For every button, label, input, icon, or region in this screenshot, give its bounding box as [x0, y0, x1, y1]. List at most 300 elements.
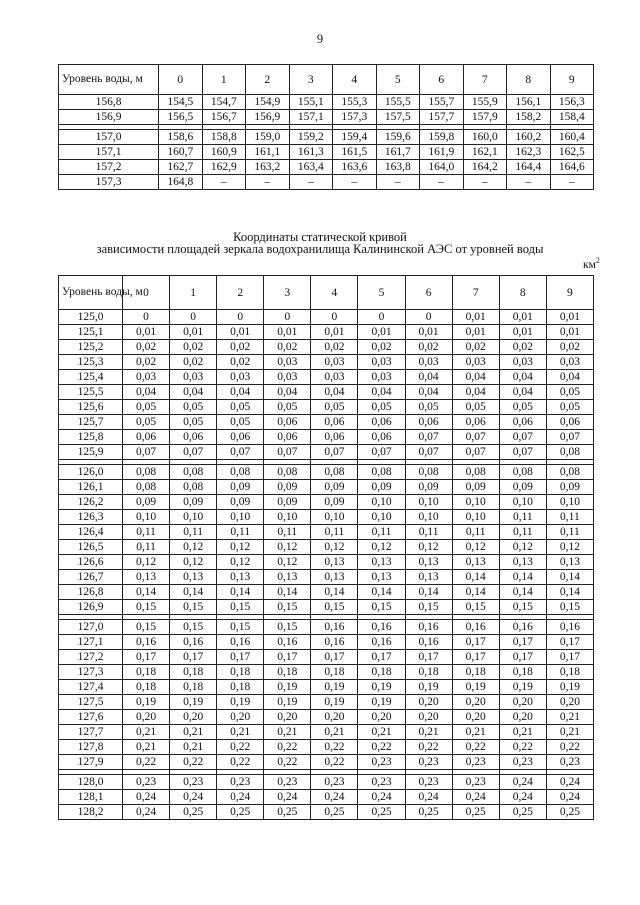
value-cell: 0,24 — [311, 790, 358, 805]
value-cell: 0,05 — [358, 400, 405, 415]
value-cell: 0,19 — [358, 680, 405, 695]
table-row — [59, 650, 594, 665]
value-cell: 0,10 — [546, 495, 593, 510]
value-cell: 0,13 — [264, 570, 311, 585]
value-cell: 0,04 — [499, 370, 546, 385]
value-cell: 0,22 — [217, 740, 264, 755]
value-cell: 0,06 — [499, 415, 546, 430]
value-cell: 0,12 — [405, 540, 452, 555]
value-cell: 0,05 — [405, 400, 452, 415]
value-cell: 156,5 — [159, 110, 203, 125]
column-header: 2 — [217, 276, 264, 310]
value-cell: 0,23 — [358, 775, 405, 790]
water-level-cell: 125,6 — [59, 400, 123, 415]
value-cell: 0,16 — [311, 635, 358, 650]
value-cell: 158,2 — [507, 110, 551, 125]
value-cell: 0,11 — [546, 510, 593, 525]
water-level-cell: 127,0 — [59, 620, 123, 635]
column-header: 5 — [358, 276, 405, 310]
value-cell: 0,20 — [405, 710, 452, 725]
value-cell: 160,2 — [507, 130, 551, 145]
value-cell: 0,04 — [264, 385, 311, 400]
value-cell: 0,01 — [452, 325, 499, 340]
value-cell: 0,02 — [546, 340, 593, 355]
value-cell: 0,15 — [217, 620, 264, 635]
value-cell: 0,19 — [452, 680, 499, 695]
value-cell: – — [507, 175, 551, 190]
page-number: 9 — [316, 32, 324, 46]
value-cell: 0,22 — [123, 755, 170, 770]
value-cell: 0,14 — [170, 585, 217, 600]
value-cell: 0,05 — [499, 400, 546, 415]
table-row — [59, 570, 594, 585]
column-header: 1 — [202, 65, 246, 95]
value-cell: 164,4 — [507, 160, 551, 175]
value-cell: 0,01 — [499, 310, 546, 325]
water-level-cell: 126,0 — [59, 465, 123, 480]
water-level-cell: 125,1 — [59, 325, 123, 340]
value-cell: 0,14 — [358, 585, 405, 600]
water-level-cell: 128,1 — [59, 790, 123, 805]
value-cell: 157,7 — [420, 110, 464, 125]
value-cell: 0,14 — [311, 585, 358, 600]
value-cell: 0,10 — [358, 510, 405, 525]
value-cell: 162,3 — [507, 145, 551, 160]
level-column-header: Уровень воды, м — [59, 65, 159, 95]
value-cell: 0,16 — [405, 635, 452, 650]
value-cell: 0,15 — [264, 620, 311, 635]
value-cell: 0,23 — [217, 775, 264, 790]
value-cell: 0,05 — [546, 400, 593, 415]
value-cell: 0,02 — [311, 340, 358, 355]
value-cell: 0,05 — [170, 415, 217, 430]
value-cell: 0,19 — [311, 695, 358, 710]
water-level-cell: 127,7 — [59, 725, 123, 740]
value-cell: 0,04 — [499, 385, 546, 400]
value-cell: 0 — [264, 310, 311, 325]
value-cell: 0,03 — [123, 370, 170, 385]
table-row — [59, 805, 594, 820]
water-level-cell: 156,8 — [59, 95, 159, 110]
value-cell: 0,25 — [217, 805, 264, 820]
value-cell: 0,10 — [452, 495, 499, 510]
value-cell: 0,11 — [452, 525, 499, 540]
value-cell: 158,4 — [550, 110, 594, 125]
value-cell: 0,21 — [546, 725, 593, 740]
value-cell: 0,07 — [170, 445, 217, 460]
water-level-cell: 125,7 — [59, 415, 123, 430]
value-cell: 0,22 — [311, 740, 358, 755]
value-cell: 0,13 — [452, 555, 499, 570]
value-cell: 0,01 — [217, 325, 264, 340]
table-row — [59, 430, 594, 445]
column-header: 7 — [452, 276, 499, 310]
value-cell: 0,14 — [217, 585, 264, 600]
water-level-cell: 126,8 — [59, 585, 123, 600]
table-header-row — [59, 65, 594, 95]
value-cell: 0,01 — [123, 325, 170, 340]
value-cell: 0,14 — [452, 570, 499, 585]
value-cell: 0,01 — [546, 325, 593, 340]
value-cell: 0,22 — [170, 755, 217, 770]
value-cell: 0 — [358, 310, 405, 325]
value-cell: 157,5 — [376, 110, 420, 125]
table-row — [59, 310, 594, 325]
value-cell: 0,25 — [311, 805, 358, 820]
value-cell: 0,04 — [123, 385, 170, 400]
water-level-cell: 127,9 — [59, 755, 123, 770]
value-cell: 163,8 — [376, 160, 420, 175]
value-cell: 158,6 — [159, 130, 203, 145]
column-header: 6 — [420, 65, 464, 95]
value-cell: – — [463, 175, 507, 190]
value-cell: 0,11 — [264, 525, 311, 540]
value-cell: 155,9 — [463, 95, 507, 110]
value-cell: 0,14 — [123, 585, 170, 600]
value-cell: 0,18 — [123, 665, 170, 680]
value-cell: 0,07 — [405, 430, 452, 445]
value-cell: 0,15 — [452, 600, 499, 615]
value-cell: 0,03 — [311, 355, 358, 370]
value-cell: 0,20 — [170, 710, 217, 725]
value-cell: – — [550, 175, 594, 190]
table-title-line-1: Координаты статической кривой — [233, 230, 407, 244]
value-cell: 0,16 — [405, 620, 452, 635]
value-cell: – — [420, 175, 464, 190]
value-cell: 0,17 — [123, 650, 170, 665]
value-cell: 0,09 — [217, 480, 264, 495]
value-cell: 0,10 — [123, 510, 170, 525]
value-cell: 0,03 — [358, 370, 405, 385]
value-cell: 0,11 — [123, 540, 170, 555]
value-cell: 157,9 — [463, 110, 507, 125]
value-cell: 0,18 — [358, 665, 405, 680]
value-cell: 159,6 — [376, 130, 420, 145]
value-cell: 0,23 — [123, 775, 170, 790]
value-cell: 0,10 — [499, 495, 546, 510]
value-cell: 0,22 — [264, 740, 311, 755]
value-cell: 0,04 — [452, 370, 499, 385]
value-cell: 0,23 — [452, 775, 499, 790]
value-cell: 0,19 — [123, 695, 170, 710]
value-cell: 155,1 — [289, 95, 333, 110]
value-cell: 0,17 — [358, 650, 405, 665]
water-area-table — [58, 275, 594, 820]
table-row — [59, 775, 594, 790]
water-level-cell: 157,3 — [59, 175, 159, 190]
value-cell: 0,14 — [499, 570, 546, 585]
table-row — [59, 480, 594, 495]
value-cell: 0,14 — [499, 585, 546, 600]
value-cell: 0,10 — [358, 495, 405, 510]
column-header: 4 — [311, 276, 358, 310]
water-level-cell: 127,2 — [59, 650, 123, 665]
value-cell: 0,08 — [358, 465, 405, 480]
value-cell: 0,08 — [123, 465, 170, 480]
value-cell: 0,13 — [358, 570, 405, 585]
value-cell: 0,17 — [311, 650, 358, 665]
value-cell: 0,07 — [452, 445, 499, 460]
value-cell: 0,10 — [311, 510, 358, 525]
table-row — [59, 145, 594, 160]
table-row — [59, 755, 594, 770]
value-cell: 0,17 — [170, 650, 217, 665]
value-cell: 0,08 — [452, 465, 499, 480]
value-cell: 161,5 — [333, 145, 377, 160]
value-cell: 0,13 — [499, 555, 546, 570]
value-cell: 156,9 — [246, 110, 290, 125]
value-cell: 0,10 — [405, 495, 452, 510]
value-cell: 0,13 — [170, 570, 217, 585]
value-cell: 154,9 — [246, 95, 290, 110]
value-cell: 0,22 — [264, 755, 311, 770]
value-cell: 0,21 — [358, 725, 405, 740]
value-cell: 0,08 — [499, 465, 546, 480]
value-cell: 0,19 — [405, 680, 452, 695]
value-cell: 0,05 — [311, 400, 358, 415]
value-cell: 0,23 — [499, 755, 546, 770]
value-cell: 0,20 — [358, 710, 405, 725]
value-cell: 0,15 — [217, 600, 264, 615]
value-cell: 0,09 — [452, 480, 499, 495]
value-cell: 0,12 — [170, 540, 217, 555]
value-cell: 162,5 — [550, 145, 594, 160]
value-cell: 0,17 — [546, 635, 593, 650]
value-cell: 0,23 — [311, 775, 358, 790]
value-cell: 0,13 — [217, 570, 264, 585]
value-cell: 0,02 — [499, 340, 546, 355]
value-cell: 0,06 — [358, 415, 405, 430]
value-cell: 0,15 — [264, 600, 311, 615]
value-cell: 0,01 — [499, 325, 546, 340]
value-cell: 0,02 — [217, 355, 264, 370]
value-cell: 0,04 — [452, 385, 499, 400]
value-cell: 0,16 — [264, 635, 311, 650]
value-cell: 0,21 — [170, 725, 217, 740]
value-cell: 0,18 — [452, 665, 499, 680]
value-cell: 0,15 — [311, 600, 358, 615]
value-cell: 0,02 — [452, 340, 499, 355]
value-cell: 0,06 — [123, 430, 170, 445]
value-cell: 0,17 — [452, 635, 499, 650]
value-cell: 0,09 — [311, 480, 358, 495]
table-row — [59, 585, 594, 600]
value-cell: 0,08 — [405, 465, 452, 480]
level-column-header: Уровень воды, м — [59, 276, 123, 310]
table-row — [59, 385, 594, 400]
table-row — [59, 495, 594, 510]
water-level-cell: 125,5 — [59, 385, 123, 400]
value-cell: 0,22 — [405, 740, 452, 755]
value-cell: 0 — [217, 310, 264, 325]
value-cell: 0,12 — [264, 555, 311, 570]
unit-superscript: 2 — [595, 256, 600, 265]
value-cell: 0,01 — [405, 325, 452, 340]
water-level-cell: 126,7 — [59, 570, 123, 585]
value-cell: – — [289, 175, 333, 190]
value-cell: 0,05 — [217, 400, 264, 415]
value-cell: 0,12 — [123, 555, 170, 570]
column-header: 3 — [264, 276, 311, 310]
value-cell: 0,21 — [123, 725, 170, 740]
value-cell: 0,04 — [311, 385, 358, 400]
value-cell: 0,05 — [123, 400, 170, 415]
water-level-table-top — [58, 64, 594, 190]
value-cell: 0,11 — [546, 525, 593, 540]
value-cell: 0,09 — [264, 480, 311, 495]
value-cell: 161,7 — [376, 145, 420, 160]
value-cell: 0,12 — [358, 540, 405, 555]
value-cell: 0,07 — [405, 445, 452, 460]
value-cell: 0,03 — [358, 355, 405, 370]
column-header: 6 — [405, 276, 452, 310]
value-cell: 0,07 — [499, 430, 546, 445]
water-level-cell: 128,0 — [59, 775, 123, 790]
value-cell: 0,02 — [405, 340, 452, 355]
value-cell: 0,18 — [499, 665, 546, 680]
value-cell: 0,06 — [311, 430, 358, 445]
value-cell: 0,10 — [452, 510, 499, 525]
water-level-cell: 125,4 — [59, 370, 123, 385]
value-cell: 0,07 — [452, 430, 499, 445]
value-cell: 0,18 — [264, 665, 311, 680]
value-cell: 0,25 — [546, 805, 593, 820]
value-cell: 0,15 — [358, 600, 405, 615]
value-cell: 0,19 — [546, 680, 593, 695]
value-cell: 160,0 — [463, 130, 507, 145]
value-cell: 0,23 — [170, 775, 217, 790]
value-cell: 0,16 — [452, 620, 499, 635]
value-cell: 0,11 — [311, 525, 358, 540]
value-cell: 0,19 — [499, 680, 546, 695]
value-cell: 0,02 — [264, 340, 311, 355]
value-cell: 0,22 — [546, 740, 593, 755]
value-cell: 0,01 — [264, 325, 311, 340]
table-row — [59, 465, 594, 480]
value-cell: 0,05 — [123, 415, 170, 430]
water-level-cell: 125,2 — [59, 340, 123, 355]
value-cell: 155,3 — [333, 95, 377, 110]
water-level-cell: 157,0 — [59, 130, 159, 145]
value-cell: 0,21 — [499, 725, 546, 740]
value-cell: 0,20 — [452, 710, 499, 725]
value-cell: 157,1 — [289, 110, 333, 125]
value-cell: 0,11 — [123, 525, 170, 540]
water-level-cell: 126,3 — [59, 510, 123, 525]
table-row — [59, 525, 594, 540]
value-cell: 154,5 — [159, 95, 203, 110]
water-level-cell: 127,5 — [59, 695, 123, 710]
value-cell: 0,11 — [499, 525, 546, 540]
value-cell: 159,2 — [289, 130, 333, 145]
table-row — [59, 555, 594, 570]
value-cell: 0,20 — [499, 710, 546, 725]
value-cell: 0,23 — [405, 775, 452, 790]
value-cell: 0,14 — [546, 585, 593, 600]
value-cell: 0,21 — [546, 710, 593, 725]
value-cell: 0,12 — [452, 540, 499, 555]
water-level-cell: 127,4 — [59, 680, 123, 695]
table-row — [59, 620, 594, 635]
value-cell: 0,24 — [499, 790, 546, 805]
value-cell: 0,06 — [358, 430, 405, 445]
column-header: 8 — [499, 276, 546, 310]
value-cell: 0,23 — [405, 755, 452, 770]
column-header: 8 — [507, 65, 551, 95]
value-cell: 164,2 — [463, 160, 507, 175]
value-cell: 0,05 — [546, 385, 593, 400]
value-cell: 0,15 — [123, 620, 170, 635]
value-cell: 0,09 — [405, 480, 452, 495]
water-level-cell: 127,3 — [59, 665, 123, 680]
value-cell: 0,08 — [264, 465, 311, 480]
value-cell: 0,09 — [358, 480, 405, 495]
value-cell: 0,19 — [264, 680, 311, 695]
value-cell: 0,13 — [311, 570, 358, 585]
value-cell: 0,10 — [170, 510, 217, 525]
value-cell: 0,15 — [170, 620, 217, 635]
value-cell: – — [202, 175, 246, 190]
value-cell: 0,18 — [217, 680, 264, 695]
value-cell: 0,03 — [217, 370, 264, 385]
value-cell: 0,23 — [546, 755, 593, 770]
value-cell: 0,09 — [499, 480, 546, 495]
water-level-cell: 156,9 — [59, 110, 159, 125]
value-cell: 0,12 — [170, 555, 217, 570]
value-cell: 0 — [123, 310, 170, 325]
value-cell: 0,18 — [170, 680, 217, 695]
value-cell: 0,02 — [217, 340, 264, 355]
value-cell: 0,15 — [546, 600, 593, 615]
value-cell: 156,3 — [550, 95, 594, 110]
value-cell: 0,22 — [217, 755, 264, 770]
value-cell: 0,08 — [546, 445, 593, 460]
value-cell: 0,12 — [311, 540, 358, 555]
value-cell: 0,15 — [123, 600, 170, 615]
value-cell: 0,16 — [217, 635, 264, 650]
water-level-cell: 157,2 — [59, 160, 159, 175]
column-header: 4 — [333, 65, 377, 95]
value-cell: 0,03 — [405, 355, 452, 370]
value-cell: 0,06 — [264, 415, 311, 430]
value-cell: 0,16 — [546, 620, 593, 635]
value-cell: 0,06 — [217, 430, 264, 445]
value-cell: 0,09 — [123, 495, 170, 510]
table-title-line-2: зависимости площадей зеркала водохранилища Калининской АЭС от уровней воды — [96, 242, 544, 256]
table-row — [59, 175, 594, 190]
value-cell: 155,5 — [376, 95, 420, 110]
value-cell: 0,20 — [546, 695, 593, 710]
value-cell: 0,06 — [452, 415, 499, 430]
value-cell: 0,21 — [217, 725, 264, 740]
value-cell: 0,23 — [452, 755, 499, 770]
value-cell: 0,12 — [499, 540, 546, 555]
value-cell: 159,0 — [246, 130, 290, 145]
water-level-cell: 126,6 — [59, 555, 123, 570]
value-cell: 0,10 — [264, 510, 311, 525]
value-cell: 0,17 — [546, 650, 593, 665]
water-level-cell: 126,5 — [59, 540, 123, 555]
value-cell: 0,02 — [170, 355, 217, 370]
value-cell: 0,13 — [546, 555, 593, 570]
value-cell: 159,4 — [333, 130, 377, 145]
value-cell: 0,21 — [170, 740, 217, 755]
value-cell: 0,20 — [123, 710, 170, 725]
value-cell: 0,05 — [170, 400, 217, 415]
water-level-cell: 127,8 — [59, 740, 123, 755]
value-cell: 0,06 — [264, 430, 311, 445]
value-cell: 0,08 — [170, 465, 217, 480]
